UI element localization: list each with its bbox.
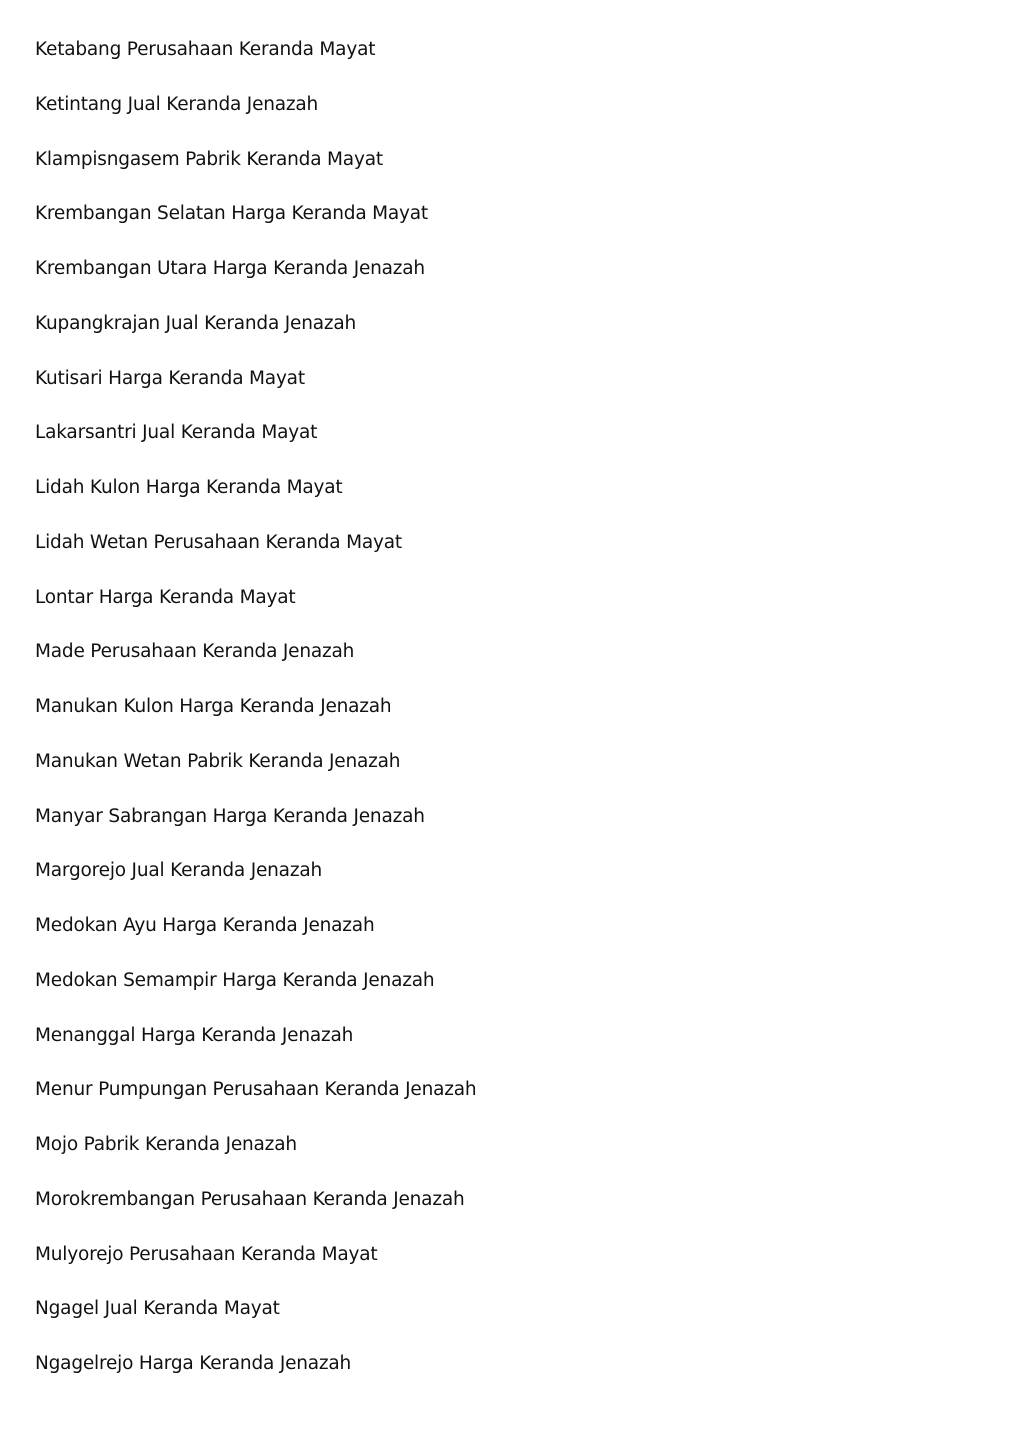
list-item: Manyar Sabrangan Harga Keranda Jenazah xyxy=(35,805,425,827)
list-item: Ngagelrejo Harga Keranda Jenazah xyxy=(35,1353,352,1374)
list-item: Mojo Pabrik Keranda Jenazah xyxy=(35,1134,297,1155)
list-item: Krembangan Selatan Harga Keranda Mayat xyxy=(35,203,428,225)
list-item: Klampisngasem Pabrik Keranda Mayat xyxy=(35,148,383,170)
list-item: Ketabang Perusahaan Keranda Mayat xyxy=(35,39,376,60)
list-item: Margorejo Jual Keranda Jenazah xyxy=(35,860,322,882)
list-item: Menur Pumpungan Perusahaan Keranda Jenazah xyxy=(35,1079,477,1101)
list-item: Kupangkrajan Jual Keranda Jenazah xyxy=(35,312,357,334)
list-item: Mulyorejo Perusahaan Keranda Mayat xyxy=(35,1243,378,1265)
list-item: Krembangan Utara Harga Keranda Jenazah xyxy=(35,258,425,279)
list-item: Lidah Kulon Harga Keranda Mayat xyxy=(35,477,343,498)
list-item: Menanggal Harga Keranda Jenazah xyxy=(35,1024,354,1046)
list-item: Lakarsantri Jual Keranda Mayat xyxy=(35,422,318,444)
list-item: Ngagel Jual Keranda Mayat xyxy=(35,1298,280,1320)
list-item: Made Perusahaan Keranda Jenazah xyxy=(35,641,355,663)
list-item: Kutisari Harga Keranda Mayat xyxy=(35,367,305,389)
list-item: Lontar Harga Keranda Mayat xyxy=(35,586,296,608)
location-list xyxy=(35,36,476,1405)
list-item: Manukan Kulon Harga Keranda Jenazah xyxy=(35,696,392,717)
list-item: Manukan Wetan Pabrik Keranda Jenazah xyxy=(35,750,401,772)
list-item: Morokrembangan Perusahaan Keranda Jenazah xyxy=(35,1188,465,1210)
list-item: Medokan Semampir Harga Keranda Jenazah xyxy=(35,969,435,991)
list-item: Ketintang Jual Keranda Jenazah xyxy=(35,93,319,115)
list-item: Lidah Wetan Perusahaan Keranda Mayat xyxy=(35,531,402,553)
list-item: Medokan Ayu Harga Keranda Jenazah xyxy=(35,915,375,936)
